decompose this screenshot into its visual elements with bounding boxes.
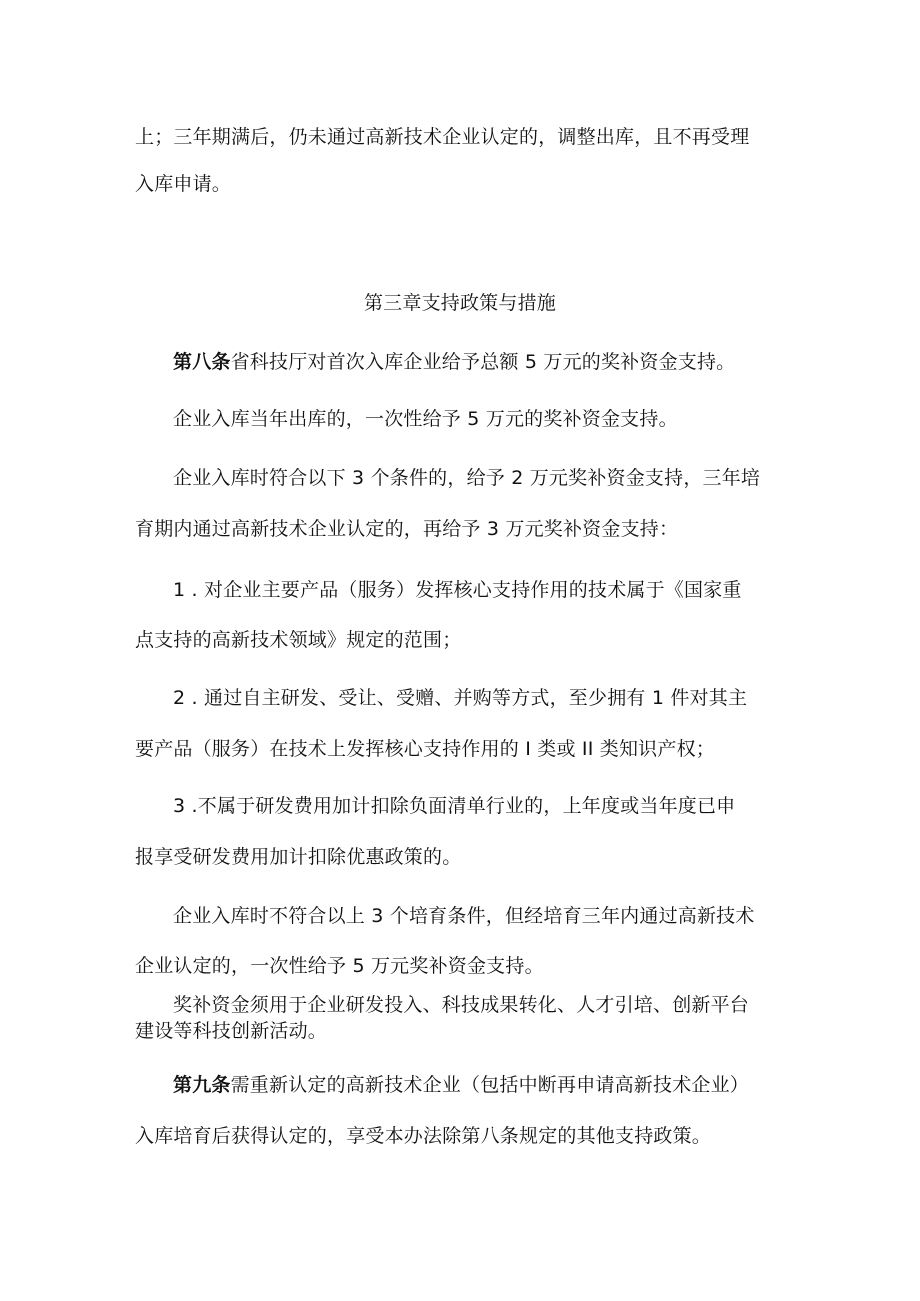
article-9-text: 需重新认定的高新技术企业（包括中断再申请高新技术企业）: [230, 1074, 750, 1096]
usage-paragraph-line-2: 建设等科技创新活动。: [135, 1020, 328, 1042]
condition-item-1-line-2: 点支持的高新技术领域》规定的范围；: [135, 629, 462, 651]
chapter-title: 第三章支持政策与措施: [363, 292, 556, 314]
article-8-label: 第八条: [173, 351, 231, 373]
conditions-paragraph-line-2: 育期内通过高新技术企业认定的，再给予 3 万元奖补资金支持：: [135, 518, 679, 540]
usage-paragraph-line-1: 奖补资金须用于企业研发投入、科技成果转化、人才引培、创新平台: [173, 994, 750, 1016]
condition-item-2-line-1: 2 . 通过自主研发、受让、受赠、并购等方式，至少拥有 1 件对其主: [173, 687, 748, 709]
same-year-exit-paragraph: 企业入库当年出库的，一次性给予 5 万元的奖补资金支持。: [173, 408, 678, 430]
article-9-continuation: 入库培育后获得认定的，享受本办法除第八条规定的其他支持政策。: [135, 1125, 712, 1147]
condition-item-3-line-2: 报享受研发费用加计扣除优惠政策的。: [135, 846, 462, 868]
condition-item-3-line-1: 3 .不属于研发费用加计扣除负面清单行业的，上年度或当年度已申: [173, 795, 736, 817]
condition-item-2-line-2: 要产品（服务）在技术上发挥核心支持作用的 I 类或 II 类知识产权；: [135, 738, 715, 760]
not-meeting-paragraph-line-2: 企业认定的，一次性给予 5 万元奖补资金支持。: [135, 955, 544, 977]
paragraph-continuation-line-2: 入库申请。: [135, 173, 232, 195]
paragraph-continuation-line-1: 上；三年期满后，仍未通过高新技术企业认定的，调整出库，且不再受理: [135, 126, 750, 148]
conditions-paragraph-line-1: 企业入库时符合以下 3 个条件的，给予 2 万元奖补资金支持，三年培: [173, 467, 761, 489]
not-meeting-paragraph-line-1: 企业入库时不符合以上 3 个培育条件，但经培育三年内通过高新技术: [173, 905, 755, 927]
article-9-paragraph: [173, 1073, 795, 1097]
article-8-text: 省科技厅对首次入库企业给予总额 5 万元的奖补资金支持。: [230, 351, 736, 373]
article-9-label: 第九条: [173, 1074, 231, 1096]
condition-item-1-line-1: 1 . 对企业主要产品（服务）发挥核心支持作用的技术属于《国家重: [173, 579, 742, 601]
article-8-paragraph: [173, 350, 795, 374]
